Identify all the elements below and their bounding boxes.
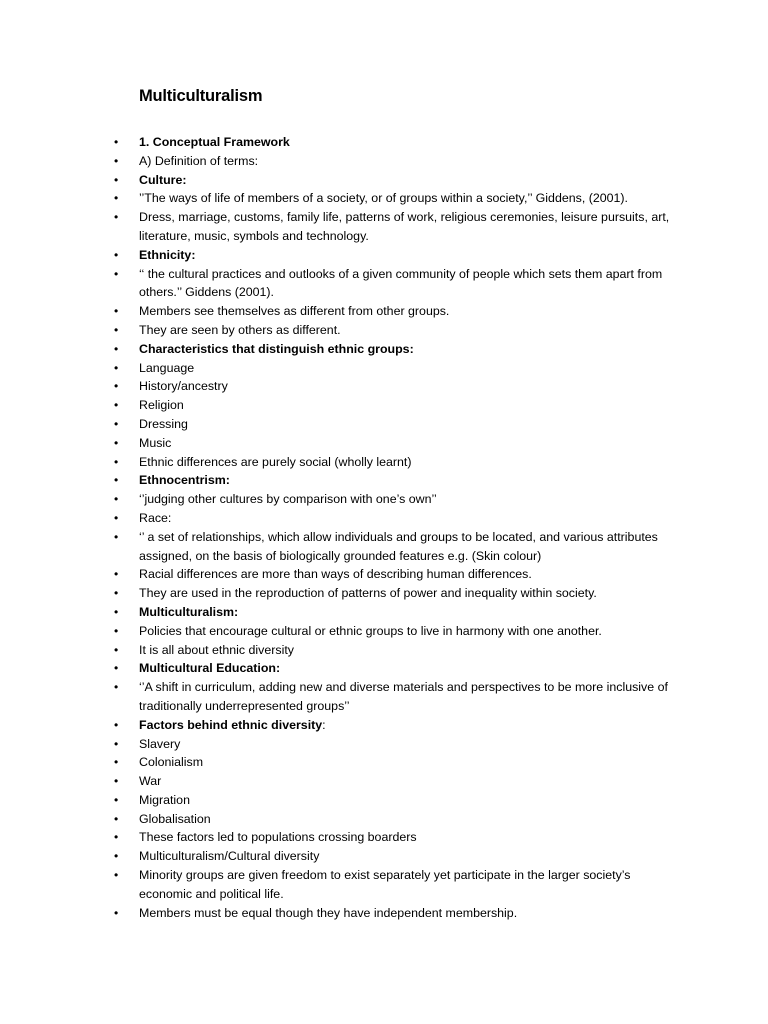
list-item — [0, 659, 679, 678]
list-item-text: These factors led to populations crossing boarders — [139, 830, 417, 845]
list-item — [0, 716, 679, 735]
bullet-icon: • — [114, 529, 119, 544]
bullet-icon: • — [114, 210, 119, 225]
list-item — [0, 453, 679, 472]
list-item-text: Factors behind ethnic diversity — [139, 717, 323, 732]
bullet-icon: • — [114, 604, 119, 619]
list-item-text: Language — [139, 360, 195, 375]
list-item-text: Globalisation — [139, 811, 211, 826]
list-item — [0, 565, 679, 584]
list-item-text: Minority groups are given freedom to exist separately yet participate in the larger society’s economic and political life. — [139, 868, 631, 901]
list-item — [0, 828, 679, 847]
list-item — [0, 490, 679, 509]
list-item — [0, 584, 679, 603]
list-item-text: ’’The ways of life of members of a society, or of groups within a society,’’ Giddens, (2001). — [139, 191, 628, 206]
bullet-icon: • — [114, 322, 119, 337]
list-item-text: Characteristics that distinguish ethnic groups: — [139, 341, 414, 356]
bullet-icon: • — [114, 135, 119, 149]
list-item-text: Policies that encourage cultural or ethnic groups to live in harmony with one another. — [139, 623, 602, 638]
list-item — [0, 528, 679, 566]
list-item-text: They are seen by others as different. — [139, 322, 341, 337]
list-item-text: ‘’ a set of relationships, which allow individuals and groups to be located, and various attributes assigned, on the basis of biologically grounded features e.g. (Skin colour) — [139, 529, 658, 563]
list-item — [0, 265, 679, 303]
list-item-text: Ethnocentrism: — [139, 473, 230, 488]
bullet-icon: • — [114, 849, 119, 864]
bullet-icon: • — [114, 172, 119, 187]
list-item — [0, 791, 679, 810]
list-item-text: Culture: — [139, 172, 187, 187]
bullet-icon: • — [114, 774, 119, 789]
list-item-text: Migration — [139, 792, 190, 807]
bullet-icon: • — [114, 379, 119, 394]
list-item-text: Religion — [139, 398, 184, 413]
bullet-icon: • — [114, 473, 119, 488]
list-item — [0, 509, 679, 528]
list-item-text: Multiculturalism/Cultural diversity — [139, 849, 320, 864]
bullet-icon: • — [114, 905, 119, 920]
list-item-text: Racial differences are more than ways of describing human differences. — [139, 567, 532, 582]
list-item — [0, 396, 679, 415]
list-item — [0, 735, 679, 754]
bullet-icon: • — [114, 567, 119, 582]
bullet-icon: • — [114, 266, 119, 281]
bullet-icon: • — [114, 416, 119, 431]
bullet-list — [0, 133, 768, 922]
list-item-text: ‘’A shift in curriculum, adding new and diverse materials and perspectives to be more inclusive of traditionally underrepresented groups’’ — [139, 680, 668, 713]
bullet-icon: • — [114, 642, 119, 657]
list-item-text: Dressing — [139, 416, 188, 431]
bullet-icon: • — [114, 341, 119, 356]
list-item — [0, 359, 679, 378]
bullet-icon: • — [114, 153, 119, 168]
bullet-icon: • — [114, 304, 119, 319]
list-item — [0, 772, 679, 791]
bullet-icon: • — [114, 510, 119, 525]
list-item — [0, 246, 679, 265]
list-item-text: War — [139, 774, 162, 789]
list-item — [0, 641, 679, 660]
bullet-icon: • — [114, 811, 119, 826]
list-item-text: A) Definition of terms: — [139, 153, 259, 168]
list-item-text: Members must be equal though they have independent membership. — [139, 905, 518, 920]
list-item-text: Music — [139, 435, 172, 450]
list-item-text: Race: — [139, 510, 172, 525]
bullet-icon: • — [114, 717, 119, 732]
list-item — [0, 471, 679, 490]
list-item — [0, 622, 679, 641]
list-item-text: Dress, marriage, customs, family life, patterns of work, religious ceremonies, leisure pursuits, art, literature, music, symbols and technology. — [139, 210, 670, 243]
bullet-icon: • — [114, 661, 119, 676]
list-item-text: History/ancestry — [139, 379, 228, 394]
list-item — [0, 171, 679, 190]
list-item-text: Ethnicity: — [139, 247, 196, 262]
list-item — [0, 866, 679, 904]
list-item — [0, 603, 679, 622]
list-item-text: 1. Conceptual Framework — [139, 135, 290, 149]
document-title: Multiculturalism — [139, 87, 263, 105]
bullet-icon: • — [114, 191, 119, 206]
list-item — [0, 152, 679, 171]
list-item — [0, 133, 679, 152]
list-item — [0, 415, 679, 434]
list-item-text: They are used in the reproduction of patterns of power and inequality within society. — [139, 586, 597, 601]
bullet-icon: • — [114, 623, 119, 638]
list-item-text: ‘’judging other cultures by comparison with one’s own’’ — [139, 492, 437, 507]
bullet-icon: • — [114, 736, 119, 751]
list-item-text: Members see themselves as different from other groups. — [139, 304, 450, 319]
list-item — [0, 377, 679, 396]
list-item — [0, 321, 679, 340]
list-item — [0, 208, 679, 246]
list-item-text: Multiculturalism: — [139, 604, 239, 619]
list-item — [0, 847, 679, 866]
list-item-text: Slavery — [139, 736, 181, 751]
bullet-icon: • — [114, 680, 119, 695]
list-item — [0, 340, 679, 359]
bullet-icon: • — [114, 360, 119, 375]
list-item-text: It is all about ethnic diversity — [139, 642, 294, 657]
list-item-text: Ethnic differences are purely social (wholly learnt) — [139, 454, 412, 469]
list-item — [0, 753, 679, 772]
bullet-icon: • — [114, 792, 119, 807]
bullet-icon: • — [114, 398, 119, 413]
list-item — [0, 189, 679, 208]
bullet-icon: • — [114, 492, 119, 507]
bullet-icon: • — [114, 454, 119, 469]
bullet-icon: • — [114, 830, 119, 845]
list-item — [0, 904, 679, 923]
bullet-icon: • — [114, 755, 119, 770]
list-item — [0, 302, 679, 321]
list-item-text: ‘‘ the cultural practices and outlooks of a given community of people which sets them apart from others.’’ Giddens (2001). — [139, 266, 663, 300]
list-item — [0, 678, 679, 716]
list-item-text: Multicultural Education: — [139, 661, 281, 676]
bullet-icon: • — [114, 868, 119, 883]
list-item — [0, 810, 679, 829]
bullet-icon: • — [114, 247, 119, 262]
bullet-icon: • — [114, 435, 119, 450]
list-item-suffix: : — [322, 717, 326, 732]
bullet-icon: • — [114, 586, 119, 601]
list-item — [0, 434, 679, 453]
list-item-text: Colonialism — [139, 755, 204, 770]
